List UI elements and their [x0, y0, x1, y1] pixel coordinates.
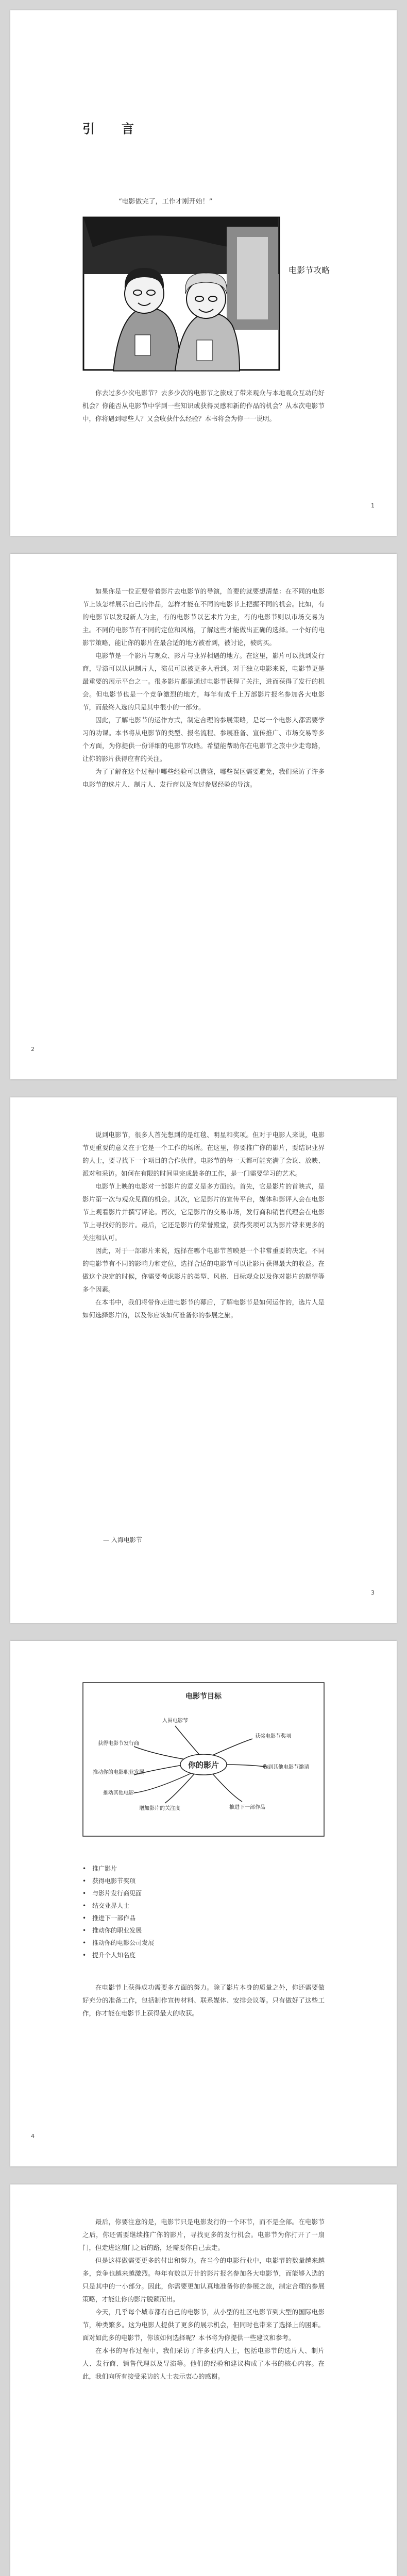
page-3-body [82, 1128, 325, 1321]
list-item: • 推进下一部作品 [82, 1912, 154, 1924]
diagram-center: 你的影片 [188, 1760, 219, 1770]
paragraph: 因此，了解电影节的运作方式，制定合理的参展策略，是每一个电影人都需要学习的功课。本书将从电影节的类型、报名流程、参展准备、宣传推广、市场交易等多个方面，为你提供一份详细的电影节攻略。希望能帮助你在电影节之旅中少走弯路，让你的影片获得应有的关注。 [82, 716, 325, 762]
paragraph: 电影节是一个影片与观众、影片与业界相遇的地方。在这里，影片可以找到发行商，导演可以认识制片人，演员可以被更多人看到。对于独立电影来说，电影节更是最重要的展示平台之一。很多影片都是通过电影节获得了关注，进而获得了发行的机会。但电影节也是一个竞争激烈的地方，每年有成千上万部影片报名参加各大电影节，而最终入选的只是其中很小的一部分。 [82, 652, 325, 711]
list-item: • 推广影片 [82, 1862, 154, 1875]
page-3 [10, 1097, 397, 1623]
list-item: • 提升个人知名度 [82, 1949, 154, 1961]
page-4 [10, 1641, 397, 2166]
paragraph: 在本书的写作过程中，我们采访了许多业内人士，包括电影节的选片人、制片人、发行商、销售代理以及导演等。他们的经验和建议构成了本书的核心内容。在此，我们向所有接受采访的人士表示衷心的感谢。 [82, 2347, 325, 2380]
paragraph: 电影节上映的电影对一部影片的意义是多方面的。首先，它是影片的首映式，是影片第一次与观众见面的机会。其次，它是影片的宣传平台，媒体和影评人会在电影节上观看影片并撰写评论。再次，它是影片的交易市场，发行商和销售代理会在电影节上寻找好的影片。最后，它还是影片的荣誉殿堂，获得奖项可以为影片带来更多的关注和认可。 [82, 1182, 325, 1242]
list-item: • 获得电影节奖项 [82, 1875, 154, 1887]
page-5-body [82, 2215, 325, 2383]
signature: — 入海电影节 [103, 1536, 142, 1544]
chapter-title: 引 言 [82, 122, 141, 136]
page-number: 2 [31, 1046, 35, 1053]
paragraph: 在电影节上获得成功需要多方面的努力。除了影片本身的质量之外，你还需要做好充分的准备工作，包括制作宣传材料、联系媒体、安排会议等。只有做好了这些工作，你才能在电影节上获得最大的收获。 [82, 1984, 325, 2017]
paragraph: 今天，几乎每个城市都有自己的电影节，从小型的社区电影节到大型的国际电影节，种类繁多。这为电影人提供了更多的展示机会，但同时也带来了选择上的困难。面对如此多的电影节，你该如何选择呢？本书将为你提供一些建议和参考。 [82, 2308, 325, 2342]
paragraph: 为了了解在这个过程中哪些经验可以借鉴，哪些误区需要避免，我们采访了许多电影节的选片人、制片人、发行商以及有过参展经验的导演。 [82, 768, 325, 788]
diagram-title: 电影节目标 [185, 1692, 222, 1701]
list-item: • 推动你的电影公司发展 [82, 1937, 154, 1949]
paragraph: 在本书中，我们将带你走进电影节的幕后，了解电影节是如何运作的，选片人是如何选择影片的，以及你应该如何准备你的参展之旅。 [82, 1298, 325, 1319]
page-1 [10, 10, 397, 536]
page-4-body [82, 1981, 325, 2020]
diagram-node: 获得电影节发行商 [98, 1741, 139, 1747]
list-item: • 推动你的职业发展 [82, 1924, 154, 1937]
diagram-node: 入围电影节 [162, 1718, 188, 1724]
list-item: • 与影片发行商见面 [82, 1887, 154, 1900]
page-number: 3 [371, 1589, 375, 1596]
diagram-node: 收到其他电影节邀请 [263, 1765, 309, 1770]
paragraph: 因此，对于一部影片来说，选择在哪个电影节首映是一个非常重要的决定。不同的电影节有不同的影响力和定位，选择合适的电影节可以让影片获得最大的收益。在做这个决定的时候，你需要考虑影片的类型、风格、目标观众以及你对影片的期望等多个因素。 [82, 1247, 325, 1293]
cartoon-caption: 电影节攻略 [289, 265, 330, 275]
page-5 [10, 2184, 397, 2576]
page-1-body [82, 386, 325, 425]
diagram-node: 推动你的电影职业发展 [93, 1770, 144, 1775]
list-item: • 结交业界人士 [82, 1900, 154, 1912]
paragraph: 如果你是一位正要带着影片去电影节的导演，首要的就要想清楚：在不同的电影节上该怎样展示自己的作品，怎样才能在不同的电影节上把握不同的机会。比如，有的电影节以发现新人为主，有的电影节以艺术片为主，有的电影节则以市场交易为主。不同的电影节有不同的定位和风格，了解这些才能做出正确的选择。一个好的电影节策略，能让你的影片在最合适的地方被看到，被讨论，被购买。 [82, 587, 325, 647]
page-2 [10, 554, 397, 1079]
goals-list [82, 1862, 154, 1961]
diagram-node: 推动其他电影 [103, 1790, 134, 1796]
paragraph: 最后，你要注意的是，电影节只是电影发行的一个环节，而不是全部。在电影节之后，你还需要继续推广你的影片，寻找更多的发行机会。电影节为你打开了一扇门，但走进这扇门之后的路，还需要你自己去走。 [82, 2218, 325, 2251]
page-number: 1 [371, 502, 375, 509]
page-number: 4 [31, 2133, 35, 2140]
cartoon-illustration [82, 216, 330, 371]
page-2-body [82, 585, 325, 791]
paragraph: 说到电影节，很多人首先想到的是红毯、明星和奖项。但对于电影人来说，电影节更重要的意义在于它是一个工作的场所。在这里，你要推广你的影片，要结识业界的人士，要寻找下一个项目的合作伙伴。电影节的每一天都可能充满了会议、放映、派对和采访。如何在有限的时间里完成最多的工作，是一门需要学习的艺术。 [82, 1131, 325, 1177]
goals-diagram [82, 1682, 325, 1837]
paragraph: 你去过多少次电影节？去多少次的电影节之旅成了带来观众与本地观众互动的好机会？你能否从电影节中学到一些知识或获得灵感和新的作品的机会？从本次电影节中，你将遇到哪些人？又会收获什么经验？本书将会为你一一说明。 [82, 389, 325, 422]
diagram-node: 获奖电影节奖项 [255, 1734, 291, 1739]
paragraph: 但是这样做需要更多的付出和努力。在当今的电影行业中，电影节的数量越来越多，竞争也越来越激烈。每年有数以万计的影片报名参加各大电影节，而能够入选的只是其中的一小部分。因此，你需要更加认真地准备你的参展之旅，制定合理的参展策略，才能让你的影片脱颖而出。 [82, 2257, 325, 2303]
diagram-node: 推进下一部作品 [229, 1805, 265, 1810]
diagram-node: 增加影片的关注度 [139, 1806, 180, 1811]
chapter-quote: “电影做完了，工作才刚开始！” [118, 198, 213, 206]
